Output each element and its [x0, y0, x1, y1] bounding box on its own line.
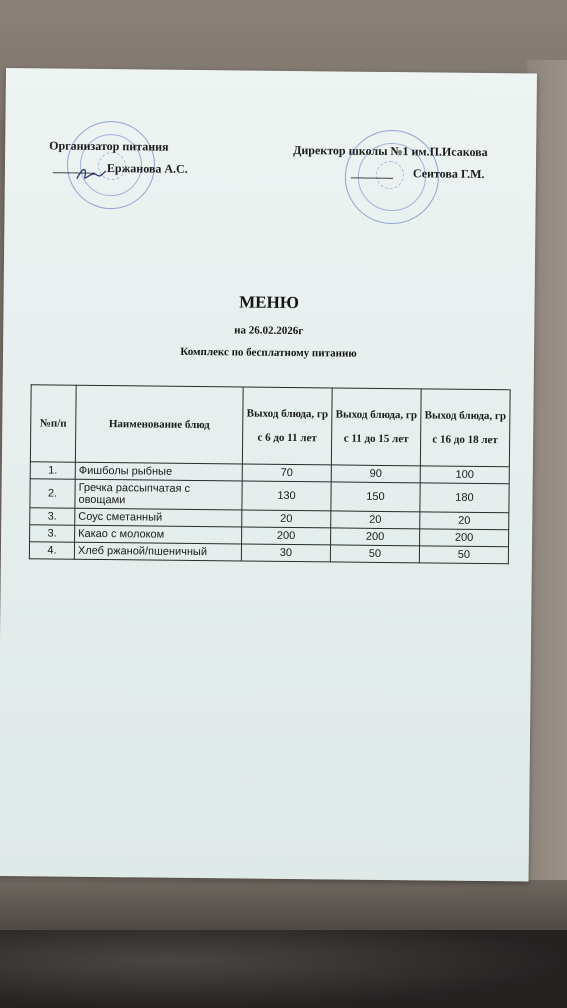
- portion-6-11: 70: [242, 464, 331, 482]
- column-header: Выход блюда, гр с 16 до 18 лет: [420, 389, 510, 467]
- column-header: Выход блюда, гр с 11 до 15 лет: [331, 388, 421, 466]
- dish-name: Какао с молоком: [75, 525, 242, 544]
- row-number: 1.: [30, 462, 75, 479]
- portion-6-11: 130: [242, 481, 331, 511]
- portion-16-18: 100: [420, 466, 509, 484]
- row-number: 2.: [30, 479, 75, 508]
- organizer-title: Организатор питания: [49, 138, 169, 154]
- menu-sheet: [0, 68, 537, 882]
- column-header: №п/п: [30, 385, 76, 462]
- portion-6-11: 30: [241, 544, 330, 562]
- portion-16-18: 50: [419, 546, 508, 564]
- portion-6-11: 20: [242, 510, 331, 528]
- dark-cloth: [0, 930, 567, 1008]
- portion-16-18: 200: [420, 529, 509, 547]
- document-date: на 26.02.2026г: [234, 324, 304, 338]
- menu-table: [29, 384, 511, 564]
- document-subtitle: Комплекс по бесплатному питанию: [180, 345, 357, 360]
- director-signature-line: _______: [350, 165, 393, 181]
- dish-name: Хлеб ржаной/пшеничный: [74, 542, 241, 561]
- portion-6-11: 200: [242, 527, 331, 545]
- organizer-signature-line: _______: [52, 160, 96, 175]
- column-header: Наименование блюд: [75, 385, 243, 464]
- dish-name: Гречка рассыпчатая с овощами: [75, 479, 242, 510]
- row-number: 3.: [30, 525, 75, 542]
- portion-11-15: 50: [330, 545, 419, 563]
- column-header: Выход блюда, гр с 6 до 11 лет: [242, 387, 332, 465]
- row-number: 3.: [30, 508, 75, 525]
- portion-11-15: 150: [331, 482, 420, 512]
- portion-11-15: 200: [331, 528, 420, 546]
- document-title: МЕНЮ: [239, 292, 300, 313]
- portion-11-15: 20: [331, 511, 420, 529]
- dish-name: Соус сметанный: [75, 508, 242, 527]
- director-title: Директор школы №1 им.П.Исакова: [293, 143, 488, 160]
- portion-11-15: 90: [331, 465, 420, 483]
- row-number: 4.: [29, 542, 74, 559]
- table-row: [29, 542, 508, 564]
- portion-16-18: 180: [420, 483, 509, 513]
- organizer-name: Ержанова А.С.: [106, 161, 188, 176]
- dish-name: Фишболы рыбные: [75, 462, 242, 481]
- signature-icon: [73, 165, 109, 185]
- portion-16-18: 20: [420, 512, 509, 530]
- table-header-row: [30, 385, 510, 467]
- director-name: Сеитова Г.М.: [412, 166, 485, 182]
